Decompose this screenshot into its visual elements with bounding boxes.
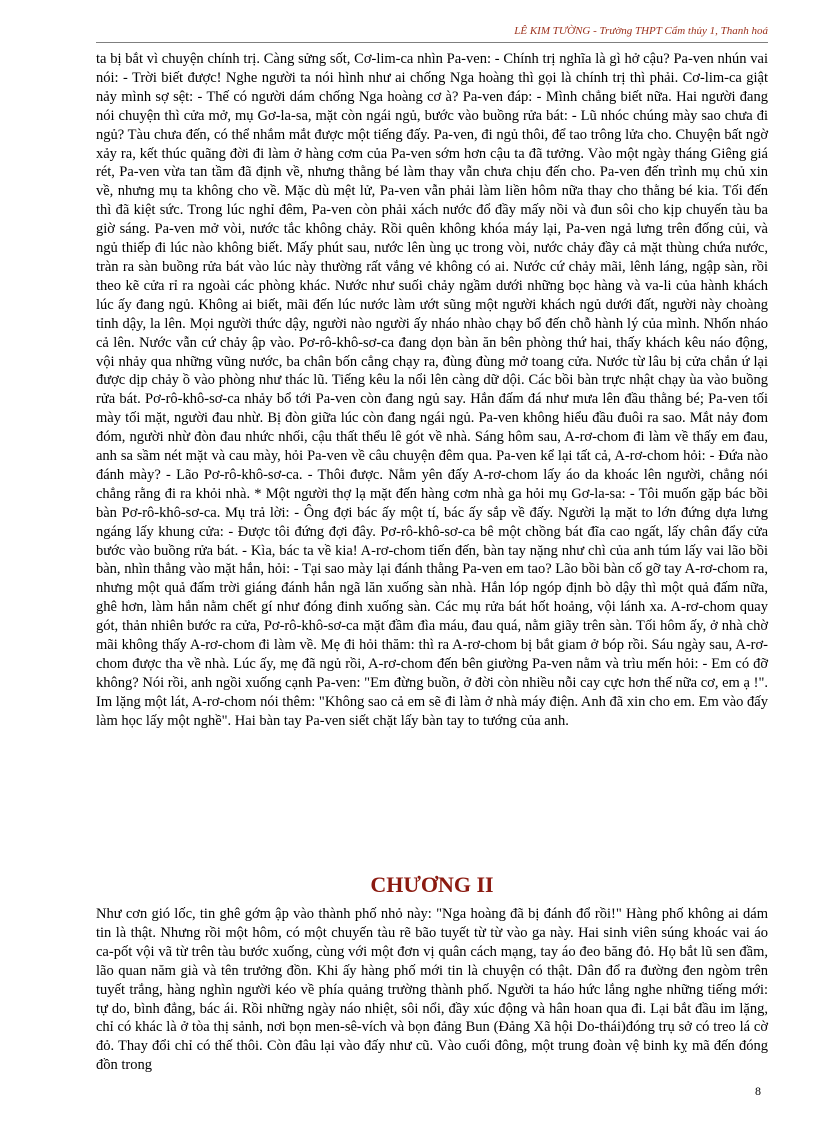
body-paragraph-top: ta bị bắt vì chuyện chính trị. Càng sửng sốt, Cơ-lim-ca nhìn Pa-ven: - Chính trị nghĩa là gì hở cậu? Pa-ven nhún vai nói: - Trời biết được! Nghe người ta nói hình như ai chống Nga hoàng thì gọi là chính trị thì phải. Cơ-lim-ca giật nảy mình sợ sệt: - Thế có người dám chống Nga hoàng cơ à? Pa-ven đáp: - Mình chẳng biết nữa. Hai người đang nói chuyện thì cửa mở, mụ Gơ-la-sa, mặt còn ngái ngủ, bước vào buồng rửa bát: - Lũ nhóc chúng mày sao chưa đi ngủ? Tàu chưa đến, có thể nhắm mắt được một tiếng đấy. Pa-ven, đi ngủ thôi, để tao trông lửa cho. Chuyện bất ngờ xảy ra, kết thúc quãng đời đi làm ở hàng cơm của Pa-ven sớm hơn cậu ta đã tưởng. Vào một ngày tháng Giêng giá rét, Pa-ven vừa tan tầm đã định về, nhưng thằng bé làm thay vẫn chưa chịu đến cho. Pa-ven đến trình mụ chủ xin về, nhưng mụ ta không cho về. Mặc dù mệt lử, Pa-ven vẫn phải làm liền hôm nữa thay cho thằng bé kia. Tối đến thì đã kiệt sức. Trong lúc nghỉ đêm, Pa-ven còn phải xách nước đổ đầy mấy nồi và đun sôi cho kịp chuyến tàu ba giờ sáng. Pa-ven mở vòi, nước tắc không chảy. Rồi quên không khóa máy lại, Pa-ven ngả lưng trên đống củi, và ngủ thiếp đi lúc nào không biết. Mấy phút sau, nước lên ùng ục trong vòi, nước chảy đầy cả mặt thùng chứa nước, tràn ra sàn buồng rửa bát vào lúc này thường rất vắng vẻ không có ai. Nước cứ chảy mãi, lênh láng, ngập sàn, rồi theo kẽ cửa rỉ ra ngoài các phòng khác. Nước như suối chảy ngầm dưới những bọc hàng và va-li của hành khách lúc ấy đang ngủ. Không ai biết, mãi đến lúc nước làm ướt sũng một người khách ngủ dưới đất, người này choàng tỉnh dậy, la lên. Mọi người thức dậy, người nào người ấy nháo nhào chạy bổ đến chỗ hành lý của mình. Nhốn nháo cả lên. Nước vẫn cứ chảy ập vào. Pơ-rô-khô-sơ-ca đang dọn bàn ăn bên phòng thứ hai, thấy khách kêu náo động, vội nhảy qua những vũng nước, ba chân bốn cẳng chạy ra, đùng đùng mở toang cửa. Nước từ lâu bị cửa chắn ứ lại được dịp chảy ồ vào phòng như thác lũ. Tiếng kêu la nổi lên càng dữ dội. Các bồi bàn trực nhật chạy ùa vào buồng rửa bát. Pơ-rô-khô-sơ-ca nhảy bổ tới Pa-ven còn đang ngủ say. Hắn đấm đá như mưa lên đầu thằng bé; Pa-ven tối mày tối mặt, người đau nhừ. Bị đòn giữa lúc còn đang ngái ngủ. Pa-ven không hiểu đầu đuôi ra sao. Mắt nảy đom đóm, người nhừ đòn đau nhức nhối, cậu thất thểu lê gót về nhà. Sáng hôm sau, A-rơ-chom đi làm về thấy em đau, anh sa sầm nét mặt và cau mày, hỏi Pa-ven về câu chuyện đêm qua. Pa-ven kể lại tất cả, A-rơ-chom hỏi: - Đứa nào đánh mày? - Lão Pơ-rô-khô-sơ-ca. - Thôi được. Nằm yên đấy A-rơ-chom lấy áo da khoác lên người, chẳng nói chẳng rằng đi ra khỏi nhà. * Một người thợ lạ mặt đến hàng cơm nhà ga hỏi mụ Gơ-la-sa: - Tôi muốn gặp bác bồi bàn Pơ-rô-khô-sơ-ca. Mụ trả lời: - Ông đợi bác ấy một tí, bác ấy sắp về đấy. Người lạ mặt to lớn đứng dựa lưng ngáng lấy khung cửa: - Được tôi đứng đợi đây. Pơ-rô-khô-sơ-ca bê một chồng bát đĩa cao ngất, lấy chân đẩy cửa bước vào buồng rửa bát. - Kìa, bác ta về kia! A-rơ-chom tiến đến, bàn tay nặng như chì của anh túm lấy vai lão bồi bàn, nhìn thẳng vào mặt hắn, hỏi: - Tại sao mày lại đánh thằng Pa-ven em tao? Lão bồi bàn cố gỡ tay A-rơ-chom ra, nhưng một quả đấm trời giáng đánh hắn ngã lăn xuống sàn nhà. Hắn lóp ngóp định bò dậy thì một quả đấm nữa, ghê hơn, làm hắn nằm chết gí như đóng đinh xuống sàn. Các mụ rửa bát hốt hoảng, vội lánh xa. A-rơ-chom quay gót, thản nhiên bước ra cửa, Pơ-rô-khô-sơ-ca mặt đầm đìa máu, đau quá, nằm giãy trên sàn. Tối hôm ấy, ở nhà chờ mãi không thấy A-rơ-chom đi làm về. Mẹ đi hỏi thăm: thì ra A-rơ-chom bị bắt giam ở bóp rồi. Sáu ngày sau, A-rơ-chom được tha về nhà. Lúc ấy, mẹ đã ngủ rồi, A-rơ-chom đến bên giường Pa-ven nằm và trìu mến hỏi: - Em có đỡ không? Nói rồi, anh ngồi xuống cạnh Pa-ven: "Em đừng buồn, ở đời còn nhiều nỗi cay cực hơn thế nữa cơ, em ạ !". Im lặng một lát, A-rơ-chom nói thêm: "Không sao cả em sẽ đi làm ở nhà máy điện. Anh đã xin cho em. Em vào đấy làm học lấy một nghề". Hai bàn tay Pa-ven siết chặt lấy bàn tay to tướng của anh. [96, 51, 768, 729]
page-header [96, 25, 768, 41]
header-text [514, 25, 768, 37]
header-author: LÊ KIM TƯỜNG [514, 25, 591, 37]
chapter-title: CHƯƠNG II [370, 872, 494, 897]
header-school: - Trường THPT Cẩm thủy 1, Thanh hoá [590, 25, 768, 37]
body-paragraph-bottom: Như cơn gió lốc, tin ghê gớm ập vào thành phố nhỏ này: "Nga hoàng đã bị đánh đổ rồi!" Hàng phố không ai dám tin là thật. Nhưng rồi một hôm, có một chuyến tàu rẽ bão tuyết từ từ vào ga này. Hai sinh viên súng khoác vai áo ca-pốt vội vã từ trên tàu bước xuống, cùng với một đơn vị quân cách mạng, tay áo đeo băng đỏ. Họ bắt lũ sen đầm, lão quan năm già và tên trưởng đồn. Khi ấy hàng phố mới tin là chuyện có thật. Dân đổ ra đường đen ngòm trên tuyết trắng, hàng nghìn người kéo về phía quảng trường thành phố. Người ta háo hức lắng nghe những tiếng mới: tự do, bình đẳng, bác ái. Rồi những ngày náo nhiệt, sôi nổi, đầy xúc động và hân hoan qua đi. Lại bắt đầu im lặng, chỉ có khác là ở tòa thị sảnh, nơi bọn men-sê-vích và bọn đảng Bun (Đảng Xã hội Do-thái)đóng trụ sở có treo lá cờ đỏ. Thay đổi chỉ có thế thôi. Còn đâu lại vào đấy như cũ. Vào cuối đông, một trung đoàn vệ binh kỵ mã đến đóng đồn trong [96, 906, 768, 1074]
page-number: 8 [755, 1084, 761, 1098]
header-rule [96, 42, 768, 43]
